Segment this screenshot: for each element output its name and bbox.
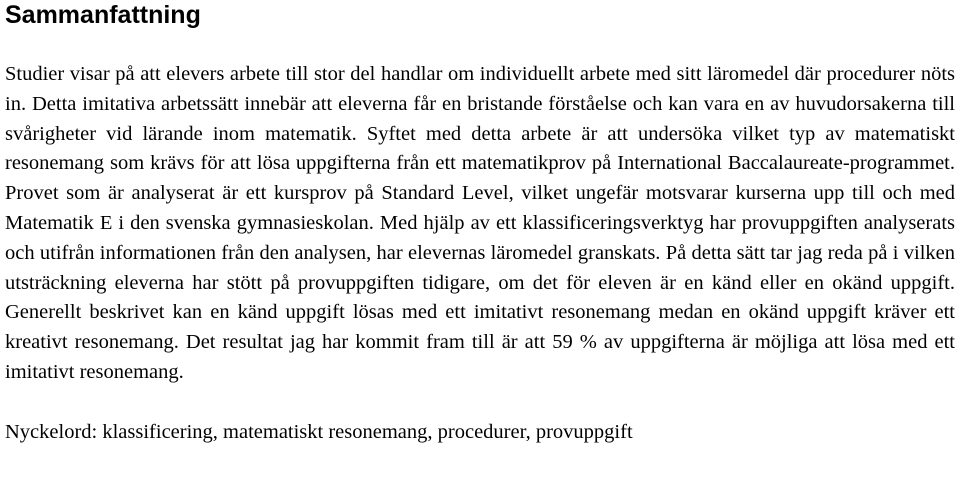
document-page (5, 0, 955, 448)
section-heading: Sammanfattning (5, 1, 201, 29)
keywords-line: Nyckelord: klassificering, matematiskt resonemang, procedurer, provuppgift (5, 420, 633, 443)
abstract-paragraph: Studier visar på att elevers arbete till stor del handlar om individuellt arbete med sitt läromedel där procedurer nöts in. Detta imitativa arbetssätt innebär att eleverna får en bristande förståelse och kan vara en av huvudorsakerna till svårigheter vid lärande inom matematik. Syftet med detta arbete är att undersöka vilket typ av matematiskt resonemang som krävs för att lösa uppgifterna från ett matematikprov på International Baccalaureate-programmet. Provet som är analyserat är ett kursprov på Standard Level, vilket ungefär motsvarar kurserna upp till och med Matematik E i den svenska gymnasieskolan. Med hjälp av ett klassificeringsverktyg har provuppgiften analyserats och utifrån informationen från den analysen, har elevernas läromedel granskats. På detta sätt tar jag reda på i vilken utsträckning eleverna har stött på provuppgiften tidigare, om det för eleven är en känd eller en okänd uppgift. Generellt beskrivet kan en känd uppgift lösas med ett imitativt resonemang medan en okänd uppgift kräver ett kreativt resonemang. Det resultat jag har kommit fram till är att 59 % av uppgifterna är möjliga att lösa med ett imitativt resonemang. (5, 63, 955, 383)
